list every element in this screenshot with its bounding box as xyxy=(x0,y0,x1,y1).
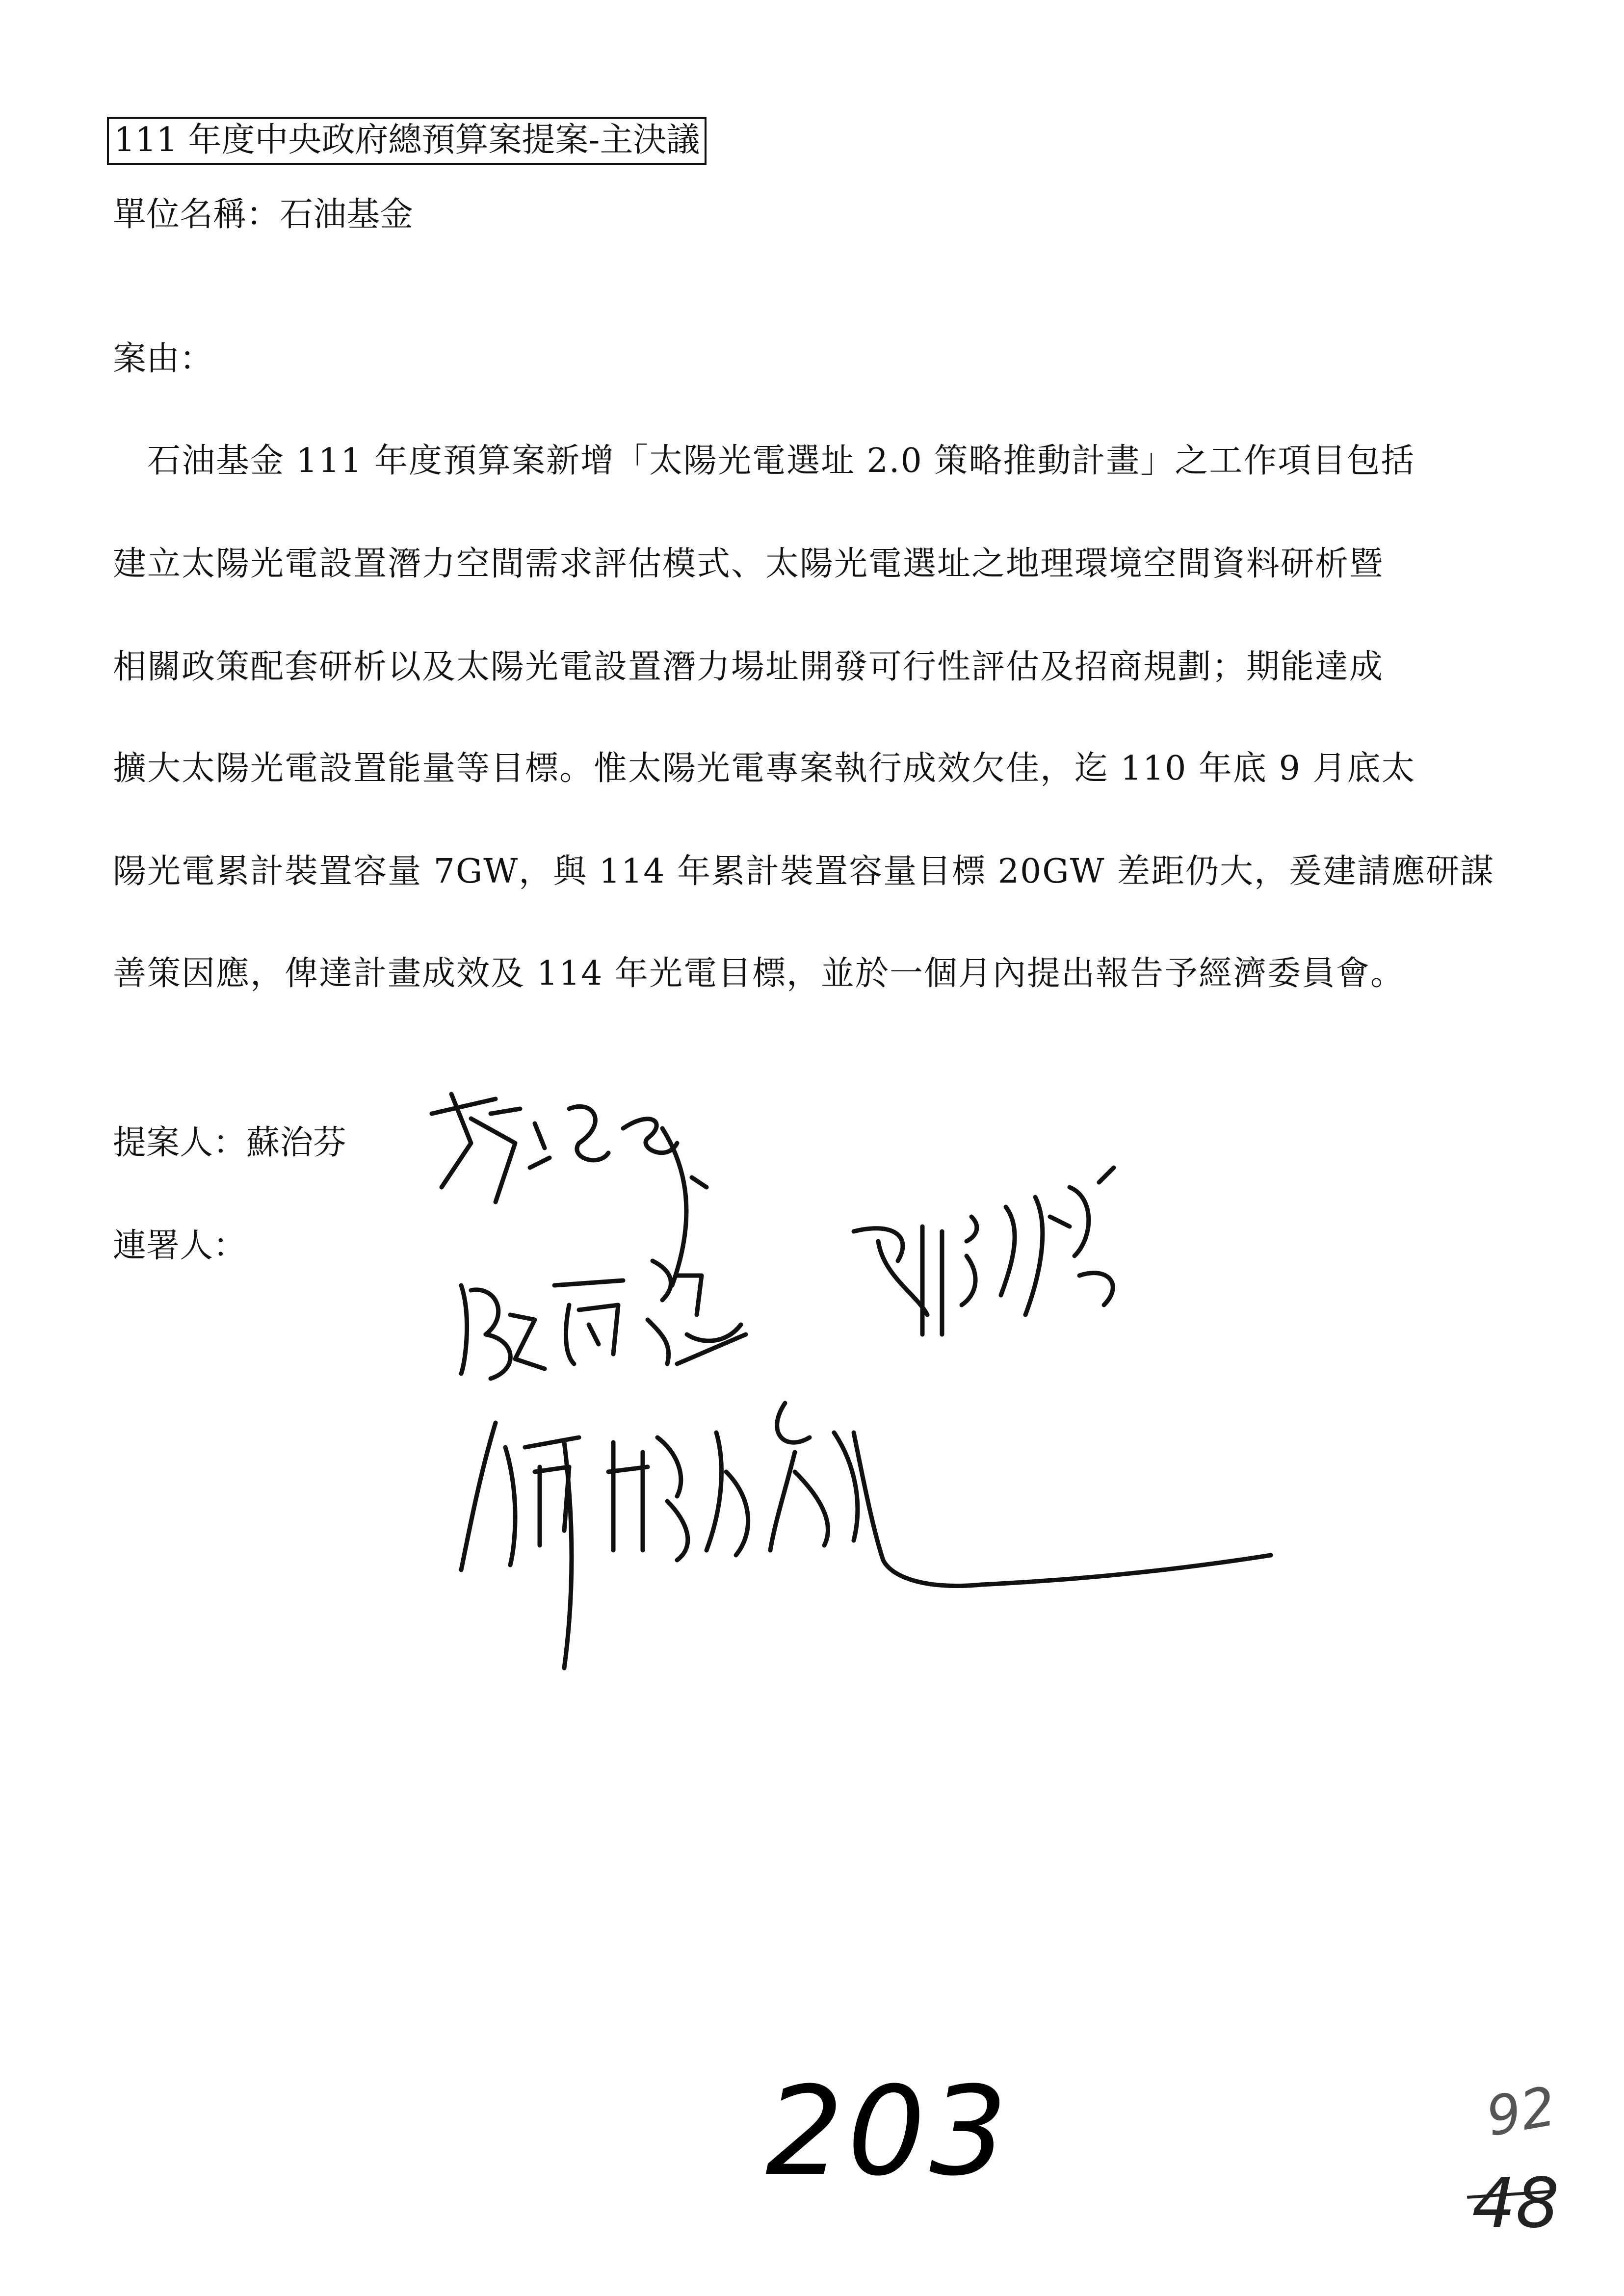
reason-line: 善策因應，俾達計畫成效及 114 年光電目標，並於一個月內提出報告予經濟委員會。 xyxy=(113,954,1405,993)
signature-chuang-jui-hsiung xyxy=(461,1261,746,1379)
signature-ho-hsin-chun xyxy=(461,1403,1271,1668)
unit-name: 單位名稱：石油基金 xyxy=(113,195,414,234)
reason-line: 相關政策配套研析以及太陽光電設置潛力場址開發可行性評估及招商規劃；期能達成 xyxy=(113,648,1384,686)
proposal-title: 111 年度中央政府總預算案提案-主決議 xyxy=(107,117,707,165)
reason-line: 石油基金 111 年度預算案新增「太陽光電選址 2.0 策略推動計畫」之工作項目包括 xyxy=(147,442,1415,480)
reason-line: 陽光電累計裝置容量 7GW，與 114 年累計裝置容量目標 20GW 差距仍大，爰建請應研謀 xyxy=(113,852,1495,891)
signature-chiu-yi-ying xyxy=(854,1168,1114,1334)
reason-line: 擴大太陽光電設置能量等目標。惟太陽光電專案執行成效欠佳，迄 110 年底 9 月底太 xyxy=(113,749,1416,788)
proposer-label: 提案人：蘇治芬 xyxy=(113,1123,347,1162)
page-number: 203 xyxy=(765,2060,1012,2203)
signature-su-chih-fen xyxy=(432,1094,707,1285)
reason-label: 案由： xyxy=(113,339,213,378)
cosigner-label: 連署人： xyxy=(113,1226,247,1265)
reason-line: 建立太陽光電設置潛力空間需求評估模式、太陽光電選址之地理環境空間資料研析暨 xyxy=(113,545,1384,583)
corner-number-top: 92 xyxy=(1481,2074,1561,2149)
corner-number-bottom: 48 xyxy=(1472,2164,1560,2244)
